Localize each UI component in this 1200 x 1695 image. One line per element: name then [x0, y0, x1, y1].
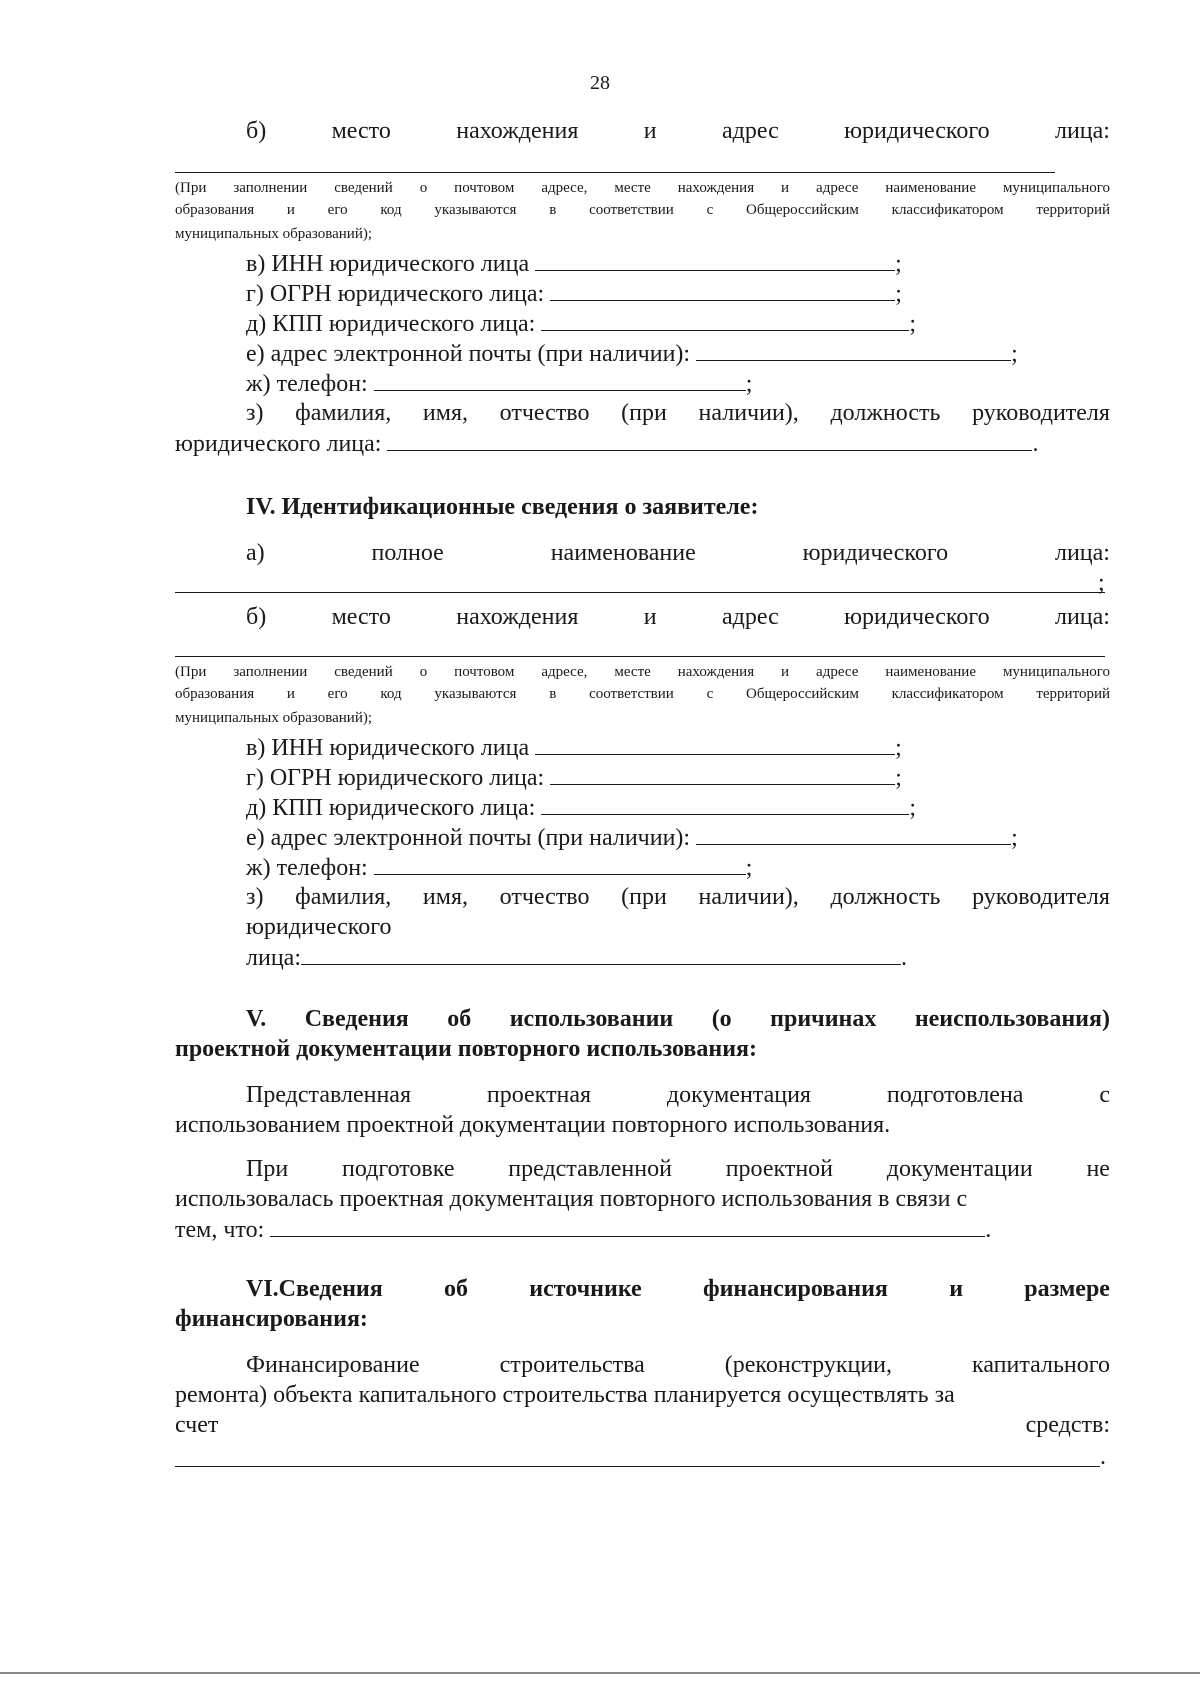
s6-p1-line-3: [175, 1410, 1110, 1440]
ogrn-line: г) ОГРН юридического лица: ;: [246, 278, 1110, 309]
b-location-line-2: [246, 602, 1110, 632]
word: б): [246, 604, 267, 630]
fio-line-b: [246, 882, 1110, 912]
fio-blank-2[interactable]: [301, 942, 901, 965]
word: з): [246, 884, 264, 910]
section-5-title-2: проектной документации повторного использования:: [175, 1036, 757, 1062]
page-number: 28: [590, 72, 610, 94]
s6-p1-line-2: ремонта) объекта капитального строительства планируется осуществлять за: [175, 1382, 955, 1408]
word: а): [246, 540, 265, 566]
word: лица:: [1054, 604, 1110, 630]
word: место: [331, 118, 391, 144]
word: причинах: [770, 1006, 877, 1032]
note-2-line-1: (При заполнении сведений о почтовом адресе, месте нахождения и адресе наименование муниципального: [175, 664, 1110, 680]
word: об: [447, 1006, 472, 1032]
word: должность: [830, 400, 941, 426]
word: адрес: [721, 118, 779, 144]
reason-label: тем, что:: [175, 1217, 265, 1243]
kpp-blank-2[interactable]: [541, 792, 909, 815]
word: руководителя: [972, 884, 1110, 910]
b-location-blank-2[interactable]: [175, 656, 1105, 657]
word: (о: [711, 1006, 732, 1032]
fio-line-b3: лица: .: [246, 942, 1110, 973]
word: наименование: [550, 540, 696, 566]
word: не: [1086, 1156, 1110, 1182]
full-name-line: [246, 538, 1110, 568]
phone-label: ж) телефон:: [246, 371, 368, 397]
inn-blank-2[interactable]: [535, 732, 895, 755]
phone-line: ж) телефон: ;: [246, 368, 1110, 399]
inn-label: в) ИНН юридического лица: [246, 251, 530, 277]
word: фамилия,: [295, 400, 392, 426]
word: наличии),: [698, 884, 799, 910]
kpp-label: д) КПП юридического лица:: [246, 311, 536, 337]
word: имя,: [422, 884, 468, 910]
fio-line-2: юридического лица: .: [175, 428, 1110, 459]
email-blank-2[interactable]: [696, 822, 1011, 845]
note-line-2: образования и его код указываются в соответствии с Общероссийским классификатором территорий: [175, 202, 1110, 218]
word: проектная: [486, 1082, 592, 1108]
funding-blank[interactable]: [175, 1466, 1100, 1467]
email-line-2: е) адрес электронной почты (при наличии): ;: [246, 822, 1110, 853]
word: (при: [621, 884, 667, 910]
email-label-2: е) адрес электронной почты (при наличии):: [246, 825, 691, 851]
phone-blank-2[interactable]: [374, 852, 746, 875]
word: подготовке: [341, 1156, 455, 1182]
full-name-blank[interactable]: [175, 592, 1105, 593]
word: юридического: [844, 604, 990, 630]
phone-line-2: ж) телефон: ;: [246, 852, 1110, 883]
word: При: [246, 1156, 289, 1182]
word: лица:: [1054, 540, 1110, 566]
word: представленной: [508, 1156, 672, 1182]
fio-line: [246, 398, 1110, 428]
b-location-line: [246, 116, 1110, 146]
email-line: е) адрес электронной почты (при наличии): ;: [246, 338, 1110, 369]
ogrn-blank-2[interactable]: [550, 762, 895, 785]
ogrn-label-2: г) ОГРН юридического лица:: [246, 765, 545, 791]
word: документации: [886, 1156, 1033, 1182]
ogrn-line-2: г) ОГРН юридического лица: ;: [246, 762, 1110, 793]
fio-label-2: лица:: [246, 945, 301, 971]
word: Сведения: [304, 1006, 409, 1032]
word: б): [246, 118, 267, 144]
word: наличии),: [698, 400, 799, 426]
b-location-blank[interactable]: [175, 172, 1055, 173]
inn-line-2: в) ИНН юридического лица ;: [246, 732, 1110, 763]
kpp-blank[interactable]: [541, 308, 909, 331]
inn-blank[interactable]: [535, 248, 895, 271]
word: финансирования: [702, 1276, 888, 1302]
inn-label-2: в) ИНН юридического лица: [246, 735, 530, 761]
word: об: [444, 1276, 469, 1302]
word: должность: [830, 884, 941, 910]
word: (реконструкции,: [724, 1352, 893, 1378]
kpp-line: д) КПП юридического лица: ;: [246, 308, 1110, 339]
word: фамилия,: [295, 884, 392, 910]
section-5-title: [246, 1004, 1110, 1034]
s5-p2-line-1: [246, 1154, 1110, 1184]
word: использовании: [509, 1006, 674, 1032]
s6-left-word: счет: [175, 1412, 219, 1438]
word: и: [949, 1276, 964, 1302]
word: источнике: [529, 1276, 642, 1302]
word: размере: [1024, 1276, 1110, 1302]
s5-p1-line-2: использованием проектной документации повторного использования.: [175, 1112, 891, 1138]
word: полное: [371, 540, 444, 566]
s5-p2-line-2: использовалась проектная документация повторного использования в связи с: [175, 1186, 968, 1212]
word: отчество: [499, 400, 590, 426]
s6-p1-line-1: [246, 1350, 1110, 1380]
word: юридического: [844, 118, 990, 144]
word: Финансирование: [246, 1352, 420, 1378]
word: капитального: [972, 1352, 1110, 1378]
fio-line-b2: юридического: [246, 914, 392, 940]
s6-right-word: средств:: [1025, 1412, 1110, 1438]
email-blank[interactable]: [696, 338, 1011, 361]
section-6-title-2: финансирования:: [175, 1306, 368, 1332]
word: документация: [666, 1082, 811, 1108]
word: з): [246, 400, 264, 426]
section-6-title: [246, 1274, 1110, 1304]
document-page: 28 б) место нахождения и адрес юридического лица: (При заполнении сведений о почтовом адресе, месте нахождения и адресе наименование муниципального образования и его код указываются в соответствии с Общероссийским классификатором территорий муниципальных образований); в) ИНН юридического лица ; г) ОГРН юридического лица: ; д) КПП юридического лица: ; е) адрес электронной почты (при наличии): ; ж) телефон: ; з) фамилия, имя, отчество (при наличии), должность руководителя юридического лица: . IV. Идентификационные сведения о заявителе: а) полное наименование юридического лица: ; б) место нахождения и адрес юридического лица: (При заполнении сведений о почтовом адресе, месте нахождения и адресе наименование муниципального образования и его код указываются в соответствии с Общероссийским классификатором территорий муниципальных образований); в) ИНН юридического лица ; г) ОГРН юридического лица: ; д) КПП юридического лица: ; е) адрес электронной почты (при наличии): ; ж) телефон: ; з) фамилия, имя, отчество (при наличии), должность руководителя юридического лица: . V. Сведения об использовании (о причинах неиспользования) проектной документации повторного использования: Представленная проектная документация подготовлена с использованием проектной документации повторного использования. При подготовке представленной проектной документации не использовалась проектная документация повторного использования в связи с тем, что: . VI.Сведения об источнике финансирования и размере финансирования: Финансирование строительства (реконструкции, капитального ремонта) объекта капитального строительства планируется осуществлять за счет средств: .: [0, 0, 1200, 1695]
note-2-line-3: муниципальных образований);: [175, 710, 373, 726]
word: руководителя: [972, 400, 1110, 426]
kpp-label-2: д) КПП юридического лица:: [246, 795, 536, 821]
word: имя,: [422, 400, 468, 426]
word: (при: [621, 400, 667, 426]
phone-blank[interactable]: [374, 368, 746, 391]
fio-blank[interactable]: [387, 428, 1032, 451]
word: V.: [246, 1006, 267, 1032]
ogrn-blank[interactable]: [550, 278, 895, 301]
word: подготовлена: [886, 1082, 1024, 1108]
ogrn-label: г) ОГРН юридического лица:: [246, 281, 545, 307]
note-2-line-2: образования и его код указываются в соответствии с Общероссийским классификатором территорий: [175, 686, 1110, 702]
kpp-line-2: д) КПП юридического лица: ;: [246, 792, 1110, 823]
page-bottom-border: [0, 1672, 1200, 1674]
word: нахождения: [456, 604, 579, 630]
word: нахождения: [456, 118, 579, 144]
email-label: е) адрес электронной почты (при наличии):: [246, 341, 691, 367]
word: строительства: [499, 1352, 645, 1378]
word: отчество: [499, 884, 590, 910]
reason-blank[interactable]: [270, 1214, 985, 1237]
fio-label: юридического лица:: [175, 431, 382, 457]
word: и: [643, 604, 657, 630]
word: юридического: [802, 540, 949, 566]
word: неиспользования): [914, 1006, 1110, 1032]
section-4-title: IV. Идентификационные сведения о заявителе:: [246, 494, 759, 520]
word: с: [1099, 1082, 1110, 1108]
note-line-1: (При заполнении сведений о почтовом адресе, месте нахождения и адресе наименование муниципального: [175, 180, 1110, 196]
word: и: [643, 118, 657, 144]
word: адрес: [721, 604, 779, 630]
s5-p1-line-1: [246, 1080, 1110, 1110]
phone-label-2: ж) телефон:: [246, 855, 368, 881]
note-line-3: муниципальных образований);: [175, 226, 373, 242]
word: место: [331, 604, 391, 630]
word: VI.Сведения: [246, 1276, 383, 1302]
word: проектной: [725, 1156, 834, 1182]
word: лица:: [1054, 118, 1110, 144]
word: Представленная: [246, 1082, 411, 1108]
inn-line: в) ИНН юридического лица ;: [246, 248, 1110, 279]
s5-p2-line-3: тем, что: .: [175, 1214, 1110, 1245]
